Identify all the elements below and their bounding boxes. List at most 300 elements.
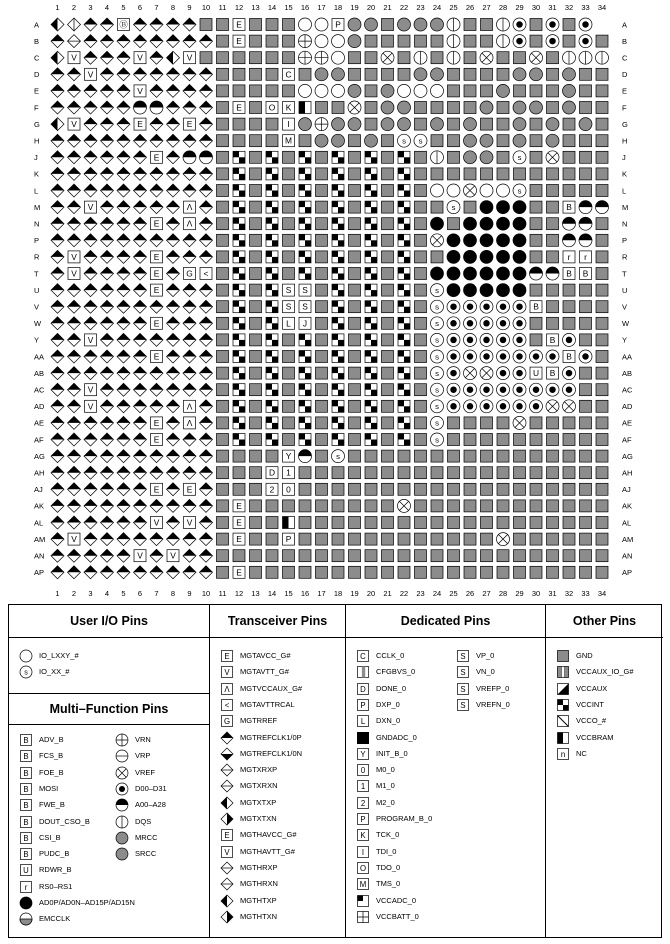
pin-AA22 [398, 351, 410, 363]
row-label-left: AB [34, 368, 45, 378]
pin-AG18 [332, 450, 345, 463]
pin-AG16 [299, 450, 312, 463]
pin-B10 [200, 35, 213, 48]
pin-AG10 [200, 450, 213, 463]
svg-text:Λ: Λ [186, 218, 193, 229]
pin-AC9 [183, 383, 196, 396]
pin-AD24 [431, 400, 444, 413]
pin-AE13 [250, 417, 262, 429]
pin-Y12 [233, 334, 245, 346]
row-label-right: AD [622, 402, 633, 412]
pin-AC1 [51, 383, 64, 396]
svg-text:B: B [23, 849, 29, 859]
svg-text:E: E [153, 351, 160, 362]
svg-text:B: B [533, 301, 539, 312]
svg-text:s: s [435, 352, 439, 362]
legend-item-label: A00–A28 [135, 800, 166, 810]
pin-AM10 [200, 533, 213, 546]
column-label-bottom: 29 [515, 589, 524, 598]
pin-AL2 [68, 516, 81, 529]
pin-K18 [332, 168, 344, 180]
legend-symbol-icon [19, 665, 33, 679]
pin-T34 [596, 268, 608, 280]
pin-M12 [233, 201, 245, 213]
svg-text:0: 0 [286, 484, 291, 495]
pin-E7 [150, 84, 163, 97]
pin-B27 [481, 35, 493, 47]
pin-AP3 [84, 566, 97, 579]
pin-AC26 [464, 383, 477, 396]
svg-text:E: E [236, 500, 242, 511]
pin-AD2 [68, 400, 81, 413]
pin-AN30 [530, 550, 542, 562]
pin-AD13 [250, 400, 262, 412]
pin-U19 [349, 284, 361, 296]
pin-H4 [101, 134, 114, 147]
pin-AP22 [398, 566, 410, 578]
pin-AP14 [266, 566, 278, 578]
pin-K33 [580, 168, 592, 180]
pin-H10 [200, 134, 213, 147]
pin-N3 [84, 217, 97, 230]
pin-AP11 [217, 566, 229, 578]
pin-L22 [398, 185, 410, 197]
pin-L3 [84, 184, 97, 197]
pin-AN16 [299, 550, 311, 562]
legend-symbol-icon [220, 649, 234, 663]
pin-M10 [200, 201, 213, 214]
pin-R2 [68, 251, 80, 263]
pin-AD25 [447, 400, 460, 413]
pin-AN32 [563, 550, 575, 562]
pin-M6 [134, 201, 147, 214]
pin-AM5 [117, 533, 130, 546]
svg-text:S: S [460, 651, 466, 661]
legend-item-label: RDWR_B [39, 865, 72, 875]
legend-item-label: FOE_B [39, 767, 64, 777]
pin-C19 [349, 52, 361, 64]
row-label-right: T [622, 269, 627, 279]
pin-V1 [51, 300, 64, 313]
legend-item-label: TCK_0 [376, 830, 400, 840]
svg-text:B: B [549, 334, 556, 345]
row-label-left: AM [34, 534, 46, 544]
pin-T14 [266, 268, 278, 280]
pin-AC19 [349, 384, 361, 396]
pin-AN5 [117, 549, 130, 562]
pin-L12 [233, 185, 245, 197]
pin-AL17 [316, 517, 328, 529]
pin-AL18 [332, 517, 344, 529]
column-label-top: 19 [350, 3, 359, 12]
pin-N17 [316, 218, 328, 230]
pin-AJ10 [200, 483, 213, 496]
svg-text:V: V [153, 517, 160, 528]
pin-AF30 [530, 434, 542, 446]
pin-AN20 [365, 550, 377, 562]
pin-AD14 [266, 400, 278, 412]
row-label-right: W [622, 319, 630, 329]
pin-L17 [316, 185, 328, 197]
pin-AF14 [266, 434, 278, 446]
pin-AA9 [183, 350, 196, 363]
pin-U32 [563, 284, 575, 296]
svg-text:O: O [268, 102, 276, 113]
pin-AJ30 [530, 483, 542, 495]
pin-A24 [431, 18, 444, 31]
pin-V10 [200, 300, 213, 313]
pin-AD28 [497, 400, 510, 413]
pin-L7 [150, 184, 163, 197]
pin-AH2 [68, 466, 81, 479]
pin-P30 [530, 234, 542, 246]
pin-AD17 [316, 400, 328, 412]
pin-AM4 [101, 533, 114, 546]
svg-text:s: s [435, 368, 439, 378]
legend-item-label: TDO_0 [376, 862, 401, 872]
pin-V29 [513, 300, 526, 313]
pin-AG15 [283, 450, 295, 462]
column-label-bottom: 20 [366, 589, 376, 598]
pin-Y1 [51, 333, 64, 346]
pin-AA4 [101, 350, 114, 363]
legend-item-label: TDI_0 [376, 846, 397, 856]
pin-B29 [513, 35, 526, 48]
pin-K21 [382, 168, 394, 180]
column-label-bottom: 7 [154, 589, 159, 598]
pin-H25 [448, 135, 460, 147]
pin-U23 [415, 284, 427, 296]
pin-V13 [250, 301, 262, 313]
column-label-bottom: 19 [350, 589, 359, 598]
pin-Y10 [200, 333, 213, 346]
pin-P4 [101, 234, 114, 247]
pin-AB12 [233, 367, 245, 379]
pin-AK25 [448, 500, 460, 512]
pin-C26 [464, 52, 476, 64]
pin-U4 [101, 284, 114, 297]
pin-A5 [118, 19, 130, 31]
svg-text:B: B [566, 268, 572, 279]
pin-C12 [233, 52, 245, 64]
pin-AB13 [250, 367, 262, 379]
pin-AG2 [68, 450, 81, 463]
pin-B3 [84, 35, 97, 48]
pin-AD7 [150, 400, 163, 413]
legend-item-label: TMS_0 [376, 879, 401, 889]
pin-AE18 [332, 417, 344, 429]
row-label-right: D [622, 70, 628, 80]
pin-W33 [580, 317, 592, 329]
pin-R34 [596, 251, 608, 263]
legend-item-label: DOUT_CSO_B [39, 816, 90, 826]
svg-text:E: E [224, 831, 230, 841]
pin-AN8 [167, 550, 179, 562]
pin-E11 [217, 85, 229, 97]
pin-AM8 [167, 533, 180, 546]
pin-J3 [84, 151, 97, 164]
pin-J19 [349, 151, 361, 163]
pin-B21 [382, 35, 394, 47]
pin-F5 [117, 101, 130, 114]
column-label-bottom: 15 [284, 589, 293, 598]
pin-R17 [316, 251, 328, 263]
pin-A33 [579, 18, 592, 31]
svg-text:2: 2 [360, 798, 366, 808]
pin-C34 [596, 51, 609, 64]
pin-AB23 [415, 367, 427, 379]
pin-N14 [266, 218, 278, 230]
legend-user-io-title: User I/O Pins [9, 605, 209, 638]
svg-text:G: G [223, 716, 231, 726]
pin-E16 [299, 84, 312, 97]
pin-AG4 [101, 450, 114, 463]
pin-G31 [546, 118, 559, 131]
pin-AA8 [167, 350, 180, 363]
pin-AD6 [134, 400, 147, 413]
row-label-left: K [34, 169, 40, 179]
pin-N27 [480, 217, 493, 230]
pin-AB5 [117, 367, 130, 380]
pin-J9 [183, 151, 196, 164]
pin-B24 [431, 35, 443, 47]
pin-AL7 [151, 517, 163, 529]
pin-AD11 [217, 400, 229, 412]
legend-dedicated [346, 605, 546, 937]
pin-M17 [316, 201, 328, 213]
row-label-left: F [34, 103, 39, 113]
pin-AJ12 [233, 483, 245, 495]
pin-B28 [497, 35, 510, 48]
pin-G28 [497, 118, 509, 130]
pin-AJ20 [365, 483, 377, 495]
svg-text:L: L [360, 716, 366, 726]
pin-AA13 [250, 351, 262, 363]
pin-A23 [414, 18, 427, 31]
pin-G1 [51, 118, 64, 131]
pin-N29 [513, 217, 526, 230]
svg-text:V: V [137, 550, 143, 561]
pin-AH30 [530, 467, 542, 479]
pin-AD18 [332, 400, 344, 412]
pin-AC33 [580, 384, 592, 396]
pin-AF34 [596, 434, 608, 446]
pin-M5 [117, 201, 130, 214]
pin-T24 [431, 267, 444, 280]
pin-Y14 [266, 334, 278, 346]
pin-AG27 [481, 450, 493, 462]
pin-AM3 [84, 533, 97, 546]
pin-AD27 [480, 400, 493, 413]
svg-text:E: E [186, 484, 193, 495]
row-label-right: H [622, 136, 628, 146]
pin-AJ17 [316, 483, 328, 495]
pin-T28 [497, 267, 510, 280]
pin-B34 [596, 35, 608, 47]
pin-G12 [233, 118, 245, 130]
pin-T4 [101, 267, 114, 280]
svg-text:O: O [359, 863, 367, 873]
pin-C11 [217, 52, 229, 64]
legend-item-label: VREFN_0 [476, 699, 510, 709]
pin-Y26 [464, 333, 477, 346]
pin-AE26 [464, 417, 476, 429]
column-label-top: 21 [383, 3, 392, 12]
pin-H11 [217, 135, 229, 147]
pin-W3 [84, 317, 97, 330]
pin-J27 [480, 151, 493, 164]
pin-F17 [316, 102, 328, 114]
pin-AG23 [415, 450, 427, 462]
legend-symbol-icon [19, 863, 33, 877]
row-label-left: AN [34, 551, 45, 561]
pin-N24 [431, 217, 444, 230]
pin-W27 [480, 317, 493, 330]
legend-item-label: IO_LXXY_# [39, 651, 79, 660]
pin-R22 [398, 251, 410, 263]
legend-item-label: MGTHAVTT_G# [240, 846, 295, 856]
row-label-right: A [622, 20, 628, 30]
pin-T22 [398, 268, 410, 280]
pin-F26 [464, 102, 476, 114]
pin-G17 [315, 118, 328, 131]
pin-A31 [546, 18, 559, 31]
legend-item-label: VRN [135, 735, 151, 744]
column-label-top: 11 [218, 3, 227, 12]
pin-V21 [382, 301, 394, 313]
pin-AK24 [431, 500, 443, 512]
pin-G34 [596, 118, 608, 130]
pin-P26 [464, 234, 477, 247]
legend-symbol-icon [220, 894, 234, 908]
row-label-left: J [34, 153, 38, 163]
pin-P28 [497, 234, 510, 247]
pin-M15 [283, 201, 295, 213]
pin-AC3 [85, 384, 97, 396]
pin-AB3 [84, 367, 97, 380]
pin-P34 [596, 234, 608, 246]
pin-C27 [480, 51, 493, 64]
pin-H17 [315, 134, 328, 147]
pin-N9 [184, 218, 196, 230]
row-label-left: D [34, 70, 40, 80]
pin-AB19 [349, 367, 361, 379]
pin-H9 [183, 134, 196, 147]
pin-AC15 [283, 384, 295, 396]
legend-item-label: RS0–RS1 [39, 881, 73, 891]
pin-AN26 [464, 550, 476, 562]
pin-AF12 [233, 434, 245, 446]
pin-D21 [382, 68, 394, 80]
pin-AF6 [134, 433, 147, 446]
column-label-bottom: 21 [383, 589, 392, 598]
pin-AK29 [514, 500, 526, 512]
pin-AA31 [546, 350, 559, 363]
pin-AJ33 [580, 483, 592, 495]
pin-G30 [530, 118, 542, 130]
pin-D17 [315, 68, 328, 81]
pin-H18 [332, 134, 345, 147]
pin-B12 [233, 35, 245, 47]
pin-J24 [431, 151, 444, 164]
pin-AL14 [266, 517, 278, 529]
pin-L28 [497, 184, 510, 197]
pin-U16 [299, 284, 311, 296]
pin-AP9 [183, 566, 196, 579]
pin-U3 [84, 284, 97, 297]
pin-AJ18 [332, 483, 344, 495]
pin-Y5 [117, 333, 130, 346]
row-label-left: G [34, 119, 40, 129]
pin-AG32 [563, 450, 575, 462]
pin-AF5 [117, 433, 130, 446]
svg-text:E: E [236, 567, 242, 578]
svg-text:n: n [560, 749, 566, 759]
pin-E3 [84, 84, 97, 97]
pin-H20 [365, 134, 378, 147]
pin-J20 [365, 151, 377, 163]
pin-E24 [431, 84, 444, 97]
svg-text:Λ: Λ [224, 684, 230, 694]
pin-T8 [167, 267, 180, 280]
pin-N11 [217, 218, 229, 230]
row-label-left: AP [34, 568, 45, 578]
pin-K5 [117, 167, 130, 180]
pin-AF21 [382, 434, 394, 446]
pin-Y6 [134, 333, 147, 346]
pin-AM21 [382, 533, 394, 545]
pin-AP27 [481, 566, 493, 578]
pin-A15 [283, 19, 295, 31]
pin-K32 [563, 168, 575, 180]
pin-C15 [283, 52, 295, 64]
column-label-top: 30 [531, 3, 541, 12]
legend-symbol-icon [456, 649, 470, 663]
pin-W21 [382, 317, 394, 329]
pin-AL12 [233, 517, 245, 529]
pin-AB9 [183, 367, 196, 380]
pin-V9 [183, 300, 196, 313]
legend-item-label: VREFP_0 [476, 683, 510, 693]
pin-AG13 [250, 450, 262, 462]
legend-item-label: MGTXRXN [240, 781, 278, 791]
svg-text:K: K [360, 831, 366, 841]
pin-AJ15 [283, 483, 295, 495]
pin-D34 [596, 68, 608, 80]
pin-AP12 [233, 566, 245, 578]
legend-item-label: DONE_0 [376, 683, 407, 693]
pin-AJ2 [68, 483, 81, 496]
pin-AJ32 [563, 483, 575, 495]
pin-AP28 [497, 566, 509, 578]
pin-P23 [415, 234, 427, 246]
pin-C29 [514, 52, 526, 64]
pin-B11 [217, 35, 229, 47]
pin-W5 [117, 317, 130, 330]
pin-AC12 [233, 384, 245, 396]
legend-item-label: CFGBVS_0 [376, 667, 416, 677]
pin-AM22 [398, 533, 410, 545]
pin-AG19 [349, 450, 361, 462]
svg-text:s: s [435, 335, 439, 345]
legend-symbol-icon [556, 665, 570, 679]
pin-A12 [233, 19, 245, 31]
pin-F24 [431, 102, 443, 114]
pin-J32 [563, 151, 575, 163]
pin-AH8 [167, 466, 180, 479]
column-label-bottom: 23 [416, 589, 425, 598]
pin-F32 [563, 101, 576, 114]
